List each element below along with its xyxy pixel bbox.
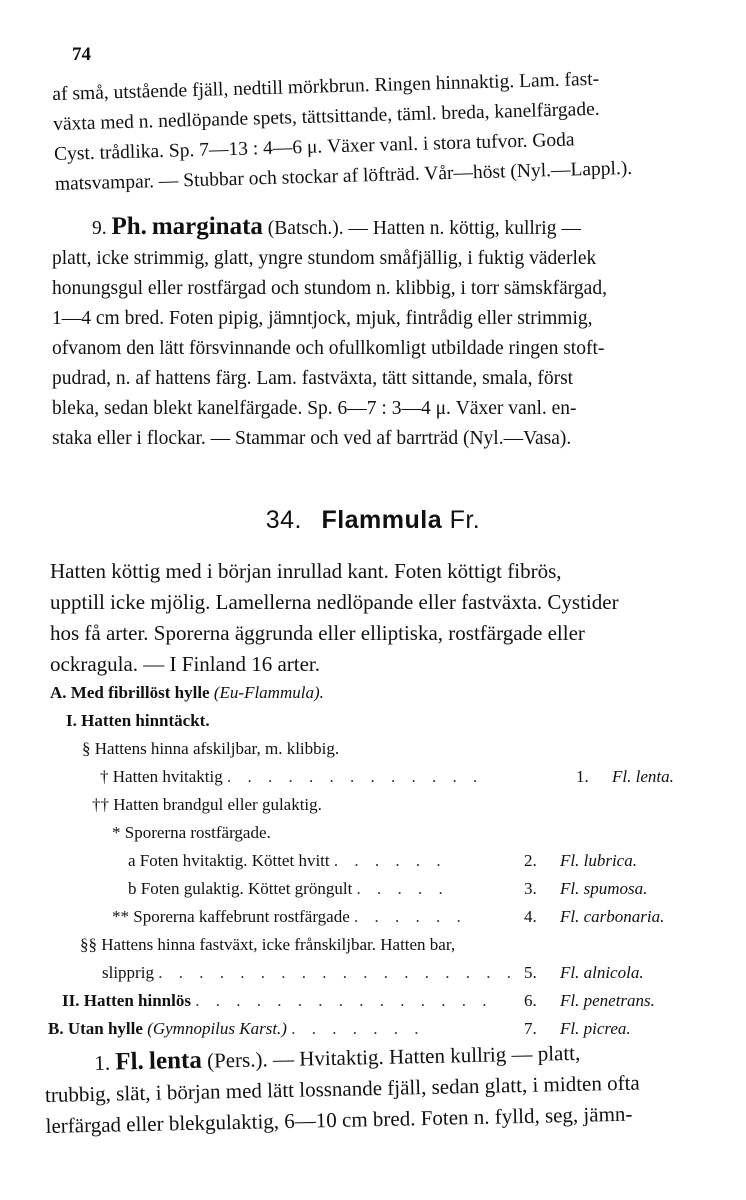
key-row: b Foten gulaktig. Köttet gröngult . . . . . 3. Fl. spumosa.	[128, 879, 648, 898]
section-heading	[0, 506, 746, 535]
key-row: II. Hatten hinnlös . . . . . . . . . . . . . . . 6. Fl. penetrans.	[62, 991, 655, 1010]
text-line: trubbig, slät, i början med lätt lossnande fjäll, sedan glatt, i midten ofta	[44, 1070, 640, 1107]
entry-genus: Fl.	[115, 1047, 145, 1076]
entry-number: 1.	[94, 1050, 111, 1075]
text-line: staka eller i flockar. — Stammar och ved af barrträd (Nyl.—Vasa).	[52, 428, 572, 449]
key-row: A. Med fibrillöst hylle (Eu-Flammula).	[50, 683, 324, 702]
text-line: Cyst. trådlika. Sp. 7—13 : 4—6 μ. Växer vanl. i stora tufvor. Goda	[53, 129, 575, 165]
text-line: af små, utstående fjäll, nedtill mörkbrun. Ringen hinnaktig. Lam. fast-	[52, 68, 600, 105]
key-row: ** Sporerna kaffebrunt rostfärgade . . . . . . 4. Fl. carbonaria.	[112, 907, 665, 926]
text-line: upptill icke mjölig. Lamellerna nedlöpande eller fastväxta. Cystider	[50, 590, 619, 614]
species-entry-lenta	[44, 1034, 712, 1142]
text-line: matsvampar. — Stubbar och stockar af löfträd. Vår—höst (Nyl.—Lappl.).	[54, 157, 633, 195]
entry-heading-line	[52, 212, 712, 244]
text-line: lerfärgad eller blekgulaktig, 6—10 cm bred. Foten n. fylld, seg, jämn-	[45, 1101, 633, 1138]
entry-species: lenta	[148, 1046, 203, 1075]
key-row: †† Hatten brandgul eller gulaktig.	[92, 795, 322, 814]
entry-line-rest: (Batsch.). — Hatten n. köttig, kullrig —	[267, 218, 581, 239]
entry-species: marginata	[151, 213, 263, 240]
text-line: bleka, sedan blekt kanelfärgade. Sp. 6—7 : 3—4 μ. Växer vanl. en-	[52, 398, 577, 419]
entry-genus: Ph.	[111, 213, 147, 240]
entry-line-rest: (Pers.). — Hvitaktig. Hatten kullrig — platt,	[206, 1040, 581, 1073]
text-line: ockragula. — I Finland 16 arter.	[50, 652, 321, 676]
text-line: ofvanom den lätt försvinnande och ofullkomligt utbildade ringen stoft-	[52, 338, 605, 359]
key-row: * Sporerna rostfärgade.	[112, 823, 271, 842]
text-line: 1—4 cm bred. Foten pipig, jämntjock, mjuk, fintrådig eller strimmig,	[52, 308, 593, 329]
text-line: honungsgul eller rostfärgad och stundom n. klibbig, i torr sämskfärgad,	[52, 278, 607, 299]
entry-number: 9.	[92, 218, 107, 239]
section-number: 34.	[265, 506, 302, 534]
text-line: platt, icke strimmig, glatt, yngre stundom småfjällig, i fuktig väderlek	[52, 248, 597, 269]
text-line: pudrad, n. af hattens färg. Lam. fastväxta, tätt sittande, smala, först	[52, 368, 574, 389]
key-row: B. Utan hylle (Gymnopilus Karst.) . . . . . . . 7. Fl. picrea.	[48, 1019, 631, 1038]
key-row: § Hattens hinna afskiljbar, m. klibbig.	[82, 739, 340, 758]
text-line: växta med n. nedlöpande spets, tättsittande, täml. breda, kanelfärgade.	[52, 98, 600, 135]
species-entry-marginata	[52, 212, 712, 454]
page-number: 74	[72, 44, 91, 65]
key-row: † Hatten hvitaktig . . . . . . . . . . . . . 1. Fl. lenta.	[100, 767, 674, 786]
key-row: a Foten hvitaktig. Köttet hvitt . . . . . . 2. Fl. lubrica.	[128, 851, 637, 870]
paragraph-continuation	[52, 62, 715, 200]
section-name: Flammula	[321, 506, 443, 534]
section-author: Fr.	[449, 506, 481, 534]
key-row: slipprig . . . . . . . . . . . . . . . . . . 5. Fl. alnicola.	[102, 963, 644, 982]
text-line: Hatten köttig med i början inrullad kant. Foten köttigt fibrös,	[50, 559, 562, 583]
key-row: I. Hatten hinntäckt.	[66, 711, 210, 730]
genus-description	[50, 556, 710, 680]
text-line: hos få arter. Sporerna äggrunda eller elliptiska, rostfärgade eller	[50, 621, 585, 645]
key-row: §§ Hattens hinna fastväxt, icke frånskiljbar. Hatten bar,	[80, 935, 456, 954]
